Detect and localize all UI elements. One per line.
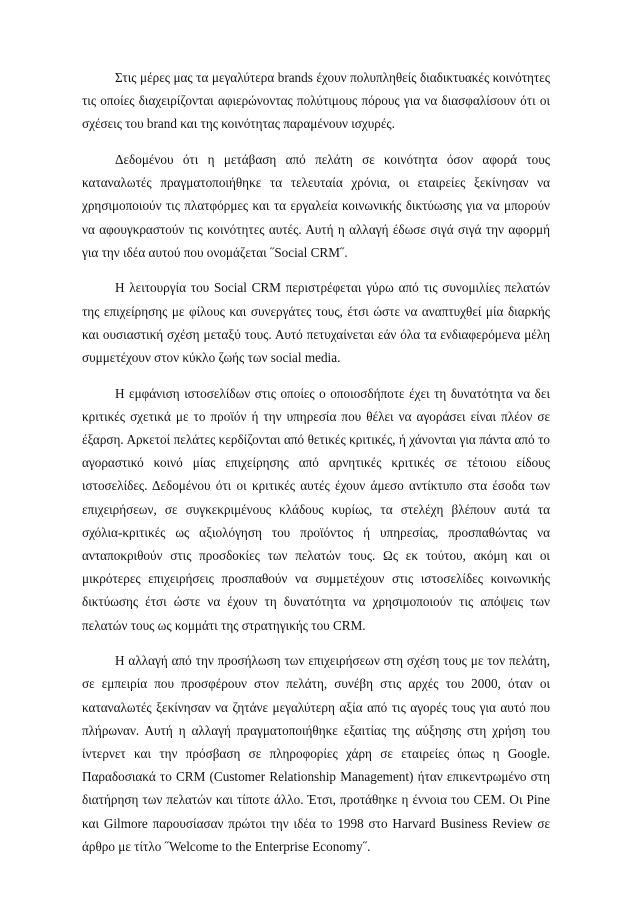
paragraph-social-crm-origin: Δεδομένου ότι η μετάβαση από πελάτη σε κοινότητα όσον αφορά τους καταναλωτές πραγματοποιήθηκε τα τελευταία χρόνια, οι εταιρείες ξεκίνησαν να χρησιμοποιούν τις πλατφόρμες και τα εργαλεία κοινωνικής δικτύωσης για να μπορούν να αφουγκραστούν τις κοινότητες αυτές. Αυτή η αλλαγή έδωσε σιγά σιγά την αφορμή για την ιδέα αυτού που ονομάζεται ˝Social CRM˝. xyxy=(82,152,550,260)
paragraph-brands-communities: Στις μέρες μας τα μεγαλύτερα brands έχουν πολυπληθείς διαδικτυακές κοινότητες τις οποίες διαχειρίζονται αφιερώνοντας πολύτιμους πόρους για να διασφαλίσουν ότι οι σχέσεις του brand και της κοινότητας παραμένουν ισχυρές. xyxy=(82,70,550,132)
paragraph-review-websites: Η εμφάνιση ιστοσελίδων στις οποίες ο οποιοσδήποτε έχει τη δυνατότητα να δει κριτικές σχετικά με το προϊόν ή την υπηρεσία που θέλει να αγοράσει είναι πλέον σε έξαρση. Αρκετοί πελάτες κερδίζονται από θετικές κριτικές, ή χάνονται για πάντα από το αγοραστικό κοινό μίας επιχείρησης από αρνητικές κριτικές σε τέτοιου είδους ιστοσελίδες. Δεδομένου ότι οι κριτικές αυτές έχουν άμεσο αντίκτυπο στα έσοδα των επιχειρήσεων, σε συγκεκριμένους κλάδους κυρίως, τα στελέχη βλέπουν αυτά τα σχόλια-κριτικές ως αξιολόγηση του προϊόντος ή υπηρεσίας, προσπαθώντας να ανταποκριθούν στις προσδοκίες των πελατών τους. Ως εκ τούτου, ακόμη και οι μικρότερες επιχειρήσεις προσπαθούν να συμμετέχουν στις ιστοσελίδες κοινωνικής δικτύωσης έτσι ώστε να έχουν τη δυνατότητα να χρησιμοποιούν τις απόψεις των πελατών τους ως κομμάτι της στρατηγικής του CRM. xyxy=(82,385,550,633)
document-body xyxy=(82,66,550,858)
paragraph-social-crm-function: Η λειτουργία του Social CRM περιστρέφεται γύρω από τις συνομιλίες πελατών της επιχείρησης με φίλους και συνεργάτες τους, έτσι ώστε να αναπτυχθεί μία διαρκής και ουσιαστική σχέση μεταξύ τους. Αυτό πετυχαίνεται εάν όλα τα ενδιαφερόμενα μέλη συμμετέχουν στον κύκλο ζωής των social media. xyxy=(82,280,550,366)
paragraph-crm-to-cem: Η αλλαγή από την προσήλωση των επιχειρήσεων στη σχέση τους με τον πελάτη, σε εμπειρία που προσφέρουν στον πελάτη, συνέβη στις αρχές του 2000, όταν οι καταναλωτές ξεκίνησαν να ζητάνε μεγαλύτερη αξία από τις αγορές τους για αυτό που πλήρωναν. Αυτή η αλλαγή πραγματοποιήθηκε εξαιτίας της αύξησης στη χρήση του ίντερνετ και την πρόσβαση σε πληροφορίες χάρη σε εταιρείες όπως η Google. Παραδοσιακά το CRM (Customer Relationship Management) ήταν επικεντρωμένο στη διατήρηση των πελατών και τίποτε άλλο. Έτσι, προτάθηκε η έννοια του CEM. Οι Pine και Gilmore παρουσίασαν πρώτοι την ιδέα το 1998 στο Harvard Business Review σε άρθρο με τίτλο ˝Welcome to the Enterprise Economy˝. xyxy=(82,653,550,854)
